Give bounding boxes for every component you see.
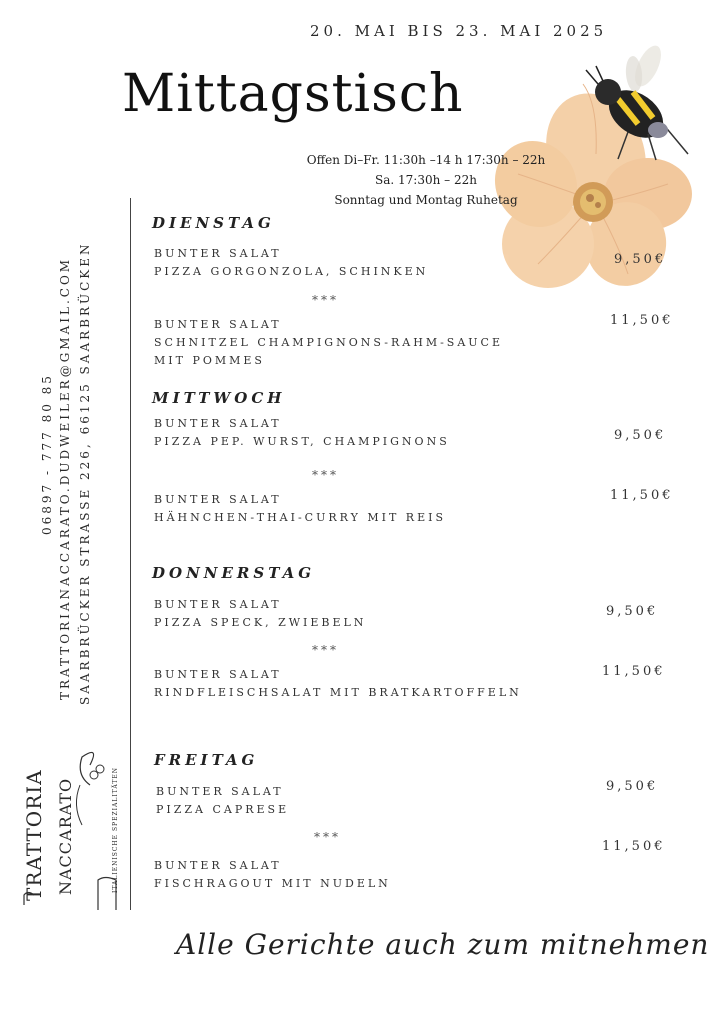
menu-item: [156, 783, 289, 819]
street-address: SAARBRÜCKER STRASSE 226, 66125 SAARBRÜCKEN: [78, 241, 92, 705]
logo-name-line2: NACCARATO: [56, 777, 75, 895]
divider-line: [130, 198, 131, 910]
menu-line: PIZZA GORGONZOLA, SCHINKEN: [154, 265, 429, 278]
takeaway-note: Alle Gerichte auch zum mitnehmen: [176, 928, 710, 961]
separator: ***: [314, 830, 341, 844]
menu-line: PIZZA CAPRESE: [156, 803, 290, 816]
menu-line: BUNTER SALAT: [156, 785, 284, 798]
menu-line: FISCHRAGOUT MIT NUDELN: [154, 877, 391, 890]
menu-line: BUNTER SALAT: [154, 493, 282, 506]
hours-line: Sonntag und Montag Ruhetag: [334, 193, 518, 207]
email-address: TRATTORIANACCARATO.DUDWEILER@GMAIL.COM: [58, 256, 72, 700]
phone-number: 06897 - 777 80 85: [40, 373, 54, 535]
hours-line: Sa. 17:30h – 22h: [375, 173, 477, 187]
separator: ***: [312, 468, 339, 482]
day-heading: DIENSTAG: [152, 214, 275, 232]
menu-line: SCHNITZEL CHAMPIGNONS-RAHM-SAUCE: [154, 336, 503, 349]
menu-line: HÄHNCHEN-THAI-CURRY MIT REIS: [154, 511, 446, 524]
menu-line: BUNTER SALAT: [154, 859, 282, 872]
price: 9,50€: [614, 252, 667, 267]
menu-item: [154, 857, 391, 893]
menu-item: [154, 415, 450, 451]
menu-line: BUNTER SALAT: [154, 247, 282, 260]
price: 9,50€: [606, 604, 659, 619]
menu-item: [154, 666, 522, 702]
contact-info: [40, 190, 110, 710]
date-range: 20. MAI BIS 23. MAI 2025: [310, 22, 608, 40]
menu-line: BUNTER SALAT: [154, 668, 282, 681]
price: 11,50€: [602, 839, 666, 854]
opening-hours: [290, 150, 562, 210]
price: 9,50€: [606, 779, 659, 794]
menu-line: BUNTER SALAT: [154, 318, 282, 331]
menu-item: [154, 596, 366, 632]
menu-line: MIT POMMES: [154, 354, 265, 367]
menu-line: RINDFLEISCHSALAT MIT BRATKARTOFFELN: [154, 686, 522, 699]
day-heading: MITTWOCH: [152, 389, 286, 407]
price: 11,50€: [610, 313, 674, 328]
price: 11,50€: [602, 664, 666, 679]
day-heading: FREITAG: [154, 751, 259, 769]
separator: ***: [312, 293, 339, 307]
trattoria-logo: [20, 745, 130, 915]
price: 11,50€: [610, 488, 674, 503]
price: 9,50€: [614, 428, 667, 443]
menu-item: [154, 491, 446, 527]
day-heading: DONNERSTAG: [152, 564, 316, 582]
separator: ***: [312, 643, 339, 657]
logo-tagline: ITALIENISCHE SPEZIALITÄTEN: [112, 766, 119, 893]
menu-line: BUNTER SALAT: [154, 417, 282, 430]
menu-item: [154, 245, 428, 281]
hours-line: Offen Di–Fr. 11:30h –14 h 17:30h – 22h: [306, 153, 546, 167]
page-title: Mittagstisch: [122, 64, 464, 124]
menu-line: PIZZA SPECK, ZWIEBELN: [154, 616, 367, 629]
menu-line: BUNTER SALAT: [154, 598, 282, 611]
menu-item: [154, 316, 503, 370]
logo-name-line1: TRATTORIA: [22, 769, 46, 901]
menu-line: PIZZA PEP. WURST, CHAMPIGNONS: [154, 435, 450, 448]
